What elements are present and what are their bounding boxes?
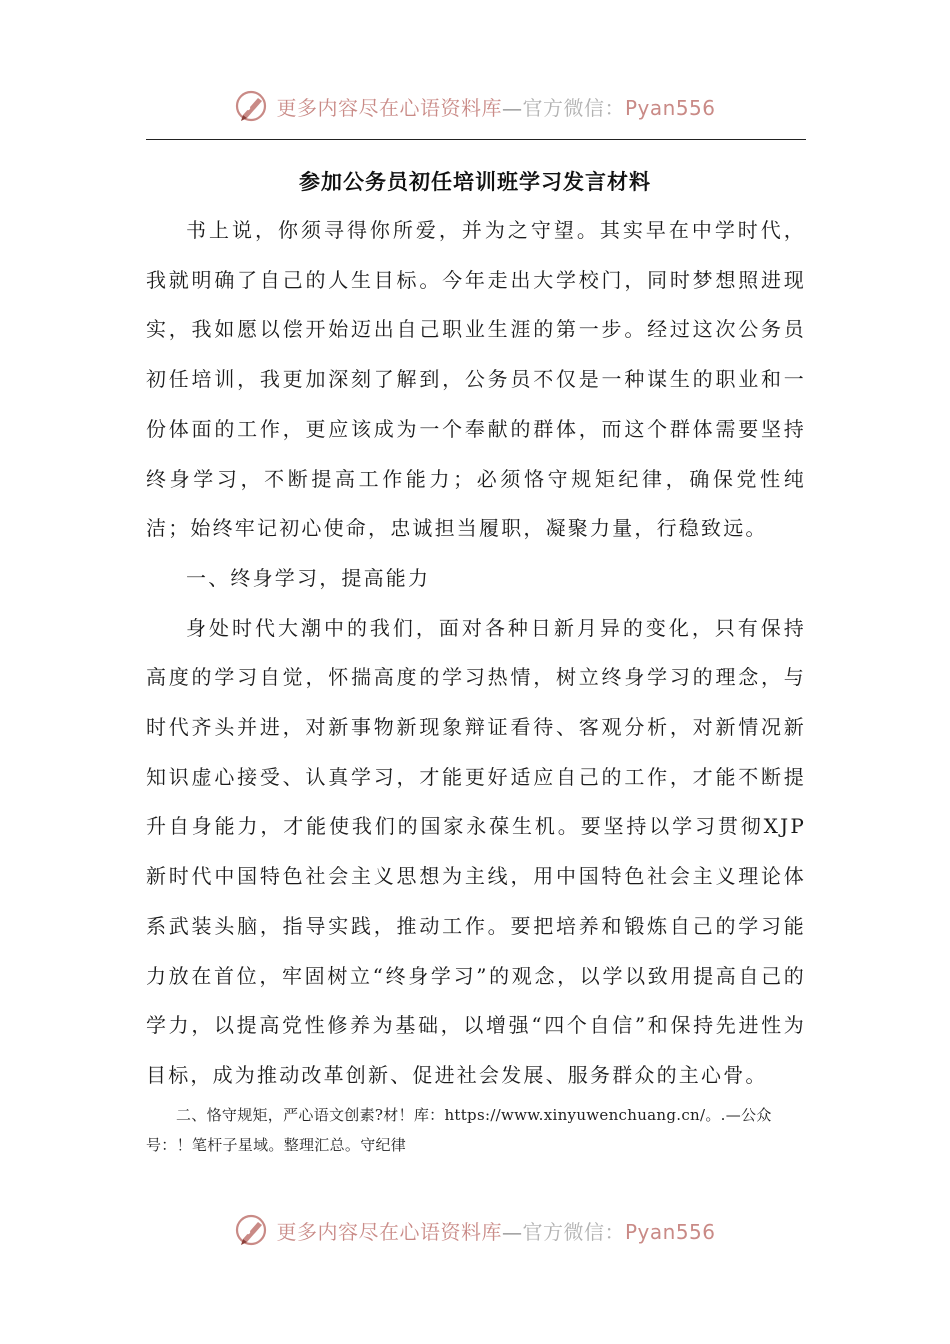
pen-logo-icon [234, 88, 270, 124]
header-divider [146, 139, 806, 140]
banner-text: 更多内容尽在心语资料库—官方微信：Pyan556 [276, 1219, 716, 1244]
paragraph: 身处时代大潮中的我们，面对各种日新月异的变化，只有保持高度的学习自觉，怀揣高度的学习热情，树立终身学习的理念，与时代齐头并进，对新事物新现象辩证看待、客观分析，对新情况新知识虚心接受、认真学习，才能更好适应自己的工作，才能不断提升自身能力，才能使我们的国家永葆生机。要坚持以学习贯彻XJP新时代中国特色社会主义思想为主线，用中国特色社会主义理论体系武装头脑，指导实践，推动工作。要把培养和锻炼自己的学习能力放在首位，牢固树立“终身学习”的观念，以学以致用提高自己的学力，以提高党性修养为基础，以增强“四个自信”和保持先进性为目标，成为推动改革创新、促进社会发展、服务群众的主心骨。 [146, 615, 806, 1087]
banner-text: 更多内容尽在心语资料库—官方微信：Pyan556 [276, 95, 716, 120]
document-body [146, 206, 806, 1101]
footnote-text: 二、恪守规矩，严心语文创素?材！库：https://www.xinyuwenchuang.cn/。.—公众号：！笔杆子星域。整理汇总。守纪律 [146, 1106, 772, 1154]
section-heading: 一、终身学习，提高能力 [186, 565, 431, 590]
footer-banner [0, 1208, 950, 1252]
header-banner [0, 84, 950, 128]
paragraph: 书上说，你须寻得你所爱，并为之守望。其实早在中学时代，我就明确了自己的人生目标。今年走出大学校门，同时梦想照进现实，我如愿以偿开始迈出自己职业生涯的第一步。经过这次公务员初任培训，我更加深刻了解到，公务员不仅是一种谋生的职业和一份体面的工作，更应该成为一个奉献的群体，而这个群体需要坚持终身学习，不断提高工作能力；必须恪守规矩纪律，确保党性纯洁；始终牢记初心使命，忠诚担当履职，凝聚力量，行稳致远。 [146, 218, 806, 541]
document-title: 参加公务员初任培训班学习发言材料 [299, 170, 651, 194]
pen-logo-icon [234, 1212, 270, 1248]
